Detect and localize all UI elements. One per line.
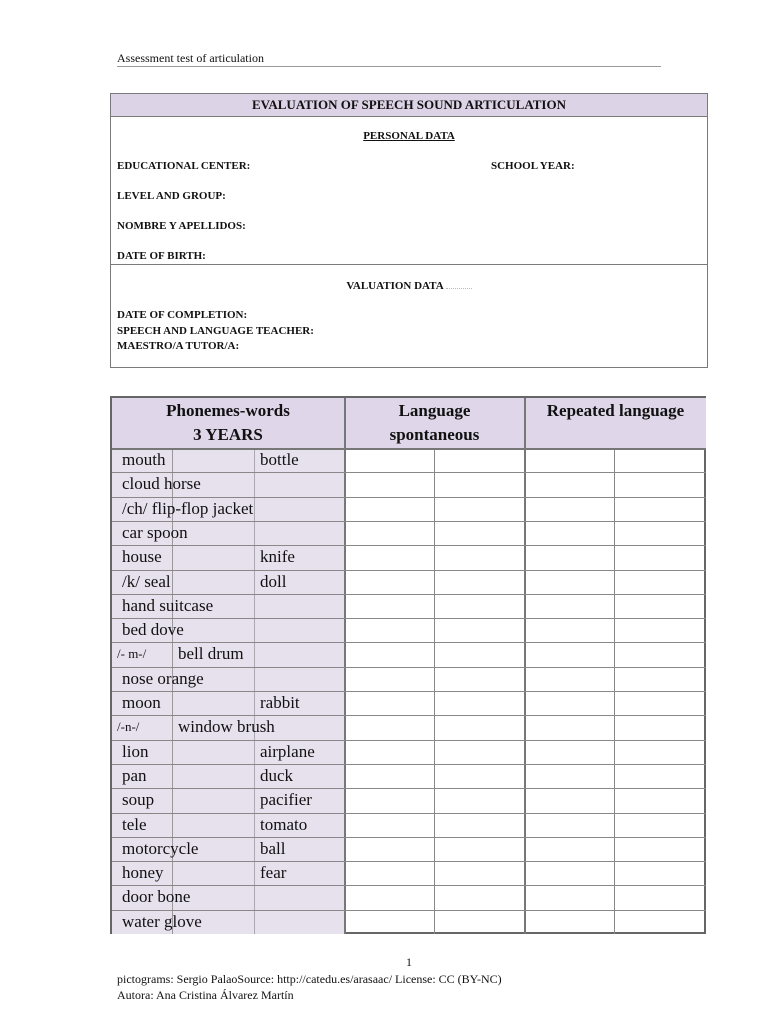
table-row bbox=[112, 521, 706, 545]
table-row bbox=[112, 642, 706, 666]
word-b: knife bbox=[260, 547, 295, 567]
table-row bbox=[112, 861, 706, 885]
phoneme-label: /-n-/ bbox=[117, 719, 140, 735]
table-row bbox=[112, 885, 706, 909]
word-pair: window brush bbox=[178, 717, 275, 737]
table-row bbox=[112, 497, 706, 521]
credits-line: pictograms: Sergio PalaoSource: http://catedu.es/arasaac/ License: CC (BY-NC) bbox=[117, 972, 502, 986]
word-b: ball bbox=[260, 838, 286, 858]
table-row bbox=[112, 691, 706, 715]
word-a: bed dove bbox=[122, 620, 184, 640]
level-group-label: LEVEL AND GROUP: bbox=[117, 190, 226, 202]
word-a: soup bbox=[122, 790, 155, 810]
form-title: EVALUATION OF SPEECH SOUND ARTICULATION bbox=[111, 94, 707, 117]
table-row bbox=[112, 910, 706, 934]
word-a: moon bbox=[122, 693, 161, 712]
spontaneous-header: Language spontaneous bbox=[389, 401, 480, 444]
phoneme-label: /- m-/ bbox=[117, 646, 147, 662]
word-pair: bell drum bbox=[178, 644, 244, 664]
word-a: mouth bbox=[122, 450, 166, 469]
word-b: tomato bbox=[260, 814, 308, 834]
word-a: honey bbox=[122, 863, 164, 883]
personal-data-heading: PERSONAL DATA bbox=[363, 130, 455, 142]
table-row bbox=[112, 764, 706, 788]
word-a: lion bbox=[122, 741, 149, 761]
author-line: Autora: Ana Cristina Álvarez Martín bbox=[117, 988, 294, 1002]
page-header bbox=[117, 50, 661, 67]
word-b: doll bbox=[260, 571, 287, 591]
word-a: hand suitcase bbox=[122, 595, 214, 615]
header-title: Assessment test of articulation bbox=[117, 51, 264, 65]
table-row bbox=[112, 740, 706, 764]
table-row bbox=[112, 545, 706, 569]
word-a: door bone bbox=[122, 887, 191, 907]
school-year-label: SCHOOL YEAR: bbox=[491, 160, 575, 172]
word-b: rabbit bbox=[260, 693, 300, 712]
word-a: /ch/ flip-flop jacket bbox=[122, 498, 254, 518]
word-a: water glove bbox=[122, 911, 202, 931]
tutor-label: MAESTRO/A TUTOR/A: bbox=[117, 340, 240, 352]
name-label: NOMBRE Y APELLIDOS: bbox=[117, 220, 246, 232]
word-a: nose orange bbox=[122, 668, 204, 688]
repeated-header: Repeated language bbox=[546, 401, 685, 420]
completion-date-label: DATE OF COMPLETION: bbox=[117, 309, 248, 321]
word-b: airplane bbox=[260, 741, 315, 761]
word-b: duck bbox=[260, 765, 294, 785]
evaluation-form bbox=[110, 93, 708, 368]
educational-center-label: EDUCATIONAL CENTER: bbox=[117, 160, 251, 172]
teacher-label: SPEECH AND LANGUAGE TEACHER: bbox=[117, 325, 314, 337]
phonemes-header: Phonemes-words 3 YEARS bbox=[166, 401, 290, 444]
word-a: motorcycle bbox=[122, 838, 199, 858]
table-row bbox=[112, 570, 706, 594]
word-a: tele bbox=[122, 814, 147, 834]
table-row bbox=[112, 472, 706, 496]
table-row bbox=[112, 788, 706, 812]
word-b: fear bbox=[260, 863, 287, 883]
word-b: bottle bbox=[260, 450, 299, 469]
articulation-table bbox=[110, 396, 706, 934]
word-b: pacifier bbox=[260, 790, 312, 810]
word-a: cloud horse bbox=[122, 474, 201, 494]
table-row bbox=[112, 667, 706, 691]
table-row bbox=[112, 618, 706, 642]
table-row bbox=[112, 715, 706, 739]
word-a: pan bbox=[122, 765, 147, 785]
table-row bbox=[112, 813, 706, 837]
valuation-data-heading: VALUATION DATA bbox=[111, 280, 707, 292]
word-a: house bbox=[122, 547, 162, 567]
form-divider bbox=[111, 264, 707, 265]
table-row bbox=[112, 448, 706, 472]
word-a: car spoon bbox=[122, 522, 188, 542]
page-number: 1 bbox=[406, 955, 412, 969]
word-a: /k/ seal bbox=[122, 571, 171, 591]
table-row bbox=[112, 837, 706, 861]
table-row bbox=[112, 594, 706, 618]
date-of-birth-label: DATE OF BIRTH: bbox=[117, 250, 206, 262]
